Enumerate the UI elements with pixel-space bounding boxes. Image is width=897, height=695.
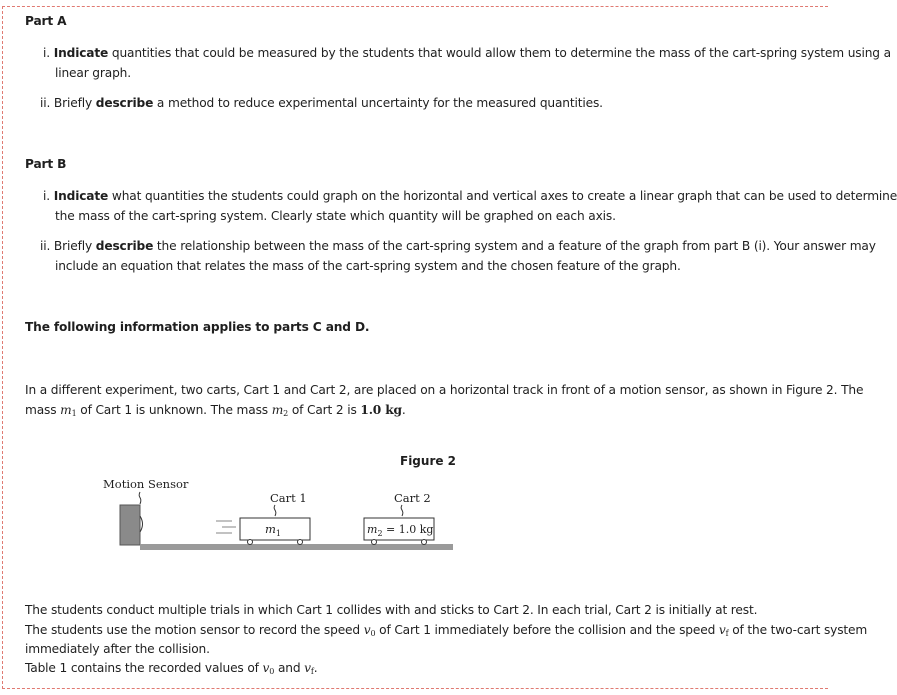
part-a-item-ii: ii. Briefly describe a method to reduce experimental uncertainty for the measured quantities.	[40, 96, 603, 110]
part-b-item-i: i. Indicate what quantities the students could graph on the horizontal and vertical axes to create a linear graph that can be used to determine	[43, 189, 897, 203]
part-b-item-i-cont: the mass of the cart-spring system. Clearly state which quantity will be graphed on each axis.	[55, 209, 616, 223]
cart-1-pointer-icon	[274, 505, 276, 516]
part-b-item-ii-cont: include an equation that relates the mass of the cart-spring system and the chosen feature of the graph.	[55, 259, 681, 273]
info-heading: The following information applies to parts C and D.	[25, 320, 370, 334]
outro-line-2: The students use the motion sensor to record the speed $v_0$ of Cart 1 immediately before the collision and the speed $v_f$ of the two-cart system	[25, 623, 868, 638]
outro-line-3: immediately after the collision.	[25, 642, 210, 656]
cart-2-mass: $m_2 = 1.0$ kg	[367, 523, 434, 538]
intro-line-2: mass $m_1$ of Cart 1 is unknown. The mass $m_2$ of Cart 2 is 1.0 kg.	[25, 403, 406, 418]
part-a-item-i: i. Indicate quantities that could be measured by the students that would allow them to determine the mass of the cart-spring system using a	[43, 46, 891, 60]
part-b-item-ii: ii. Briefly describe the relationship between the mass of the cart-spring system and a feature of the graph from part B (i). Your answer may	[40, 239, 876, 253]
outro-line-1: The students conduct multiple trials in which Cart 1 collides with and sticks to Cart 2. In each trial, Cart 2 is initially at rest.	[25, 603, 758, 617]
cart-1-mass: $m_1$	[265, 522, 281, 538]
outro-line-4: Table 1 contains the recorded values of $v_0$ and $v_f$.	[25, 661, 318, 676]
part-a-item-i-cont: linear graph.	[55, 66, 131, 80]
sensor-pointer-icon	[139, 492, 141, 504]
motion-sensor	[120, 505, 140, 545]
cart-1-label: Cart 1	[270, 491, 307, 505]
part-a-heading: Part A	[25, 14, 67, 28]
part-b-heading: Part B	[25, 157, 67, 171]
motion-sensor-label: Motion Sensor	[103, 477, 189, 491]
figure-2-diagram	[100, 474, 460, 558]
track	[140, 544, 453, 550]
intro-line-1: In a different experiment, two carts, Cart 1 and Cart 2, are placed on a horizontal track in front of a motion sensor, as shown in Figure 2. The	[25, 383, 864, 397]
cart-2-pointer-icon	[401, 505, 403, 516]
cart-2-label: Cart 2	[394, 491, 431, 505]
figure-title: Figure 2	[400, 454, 457, 468]
